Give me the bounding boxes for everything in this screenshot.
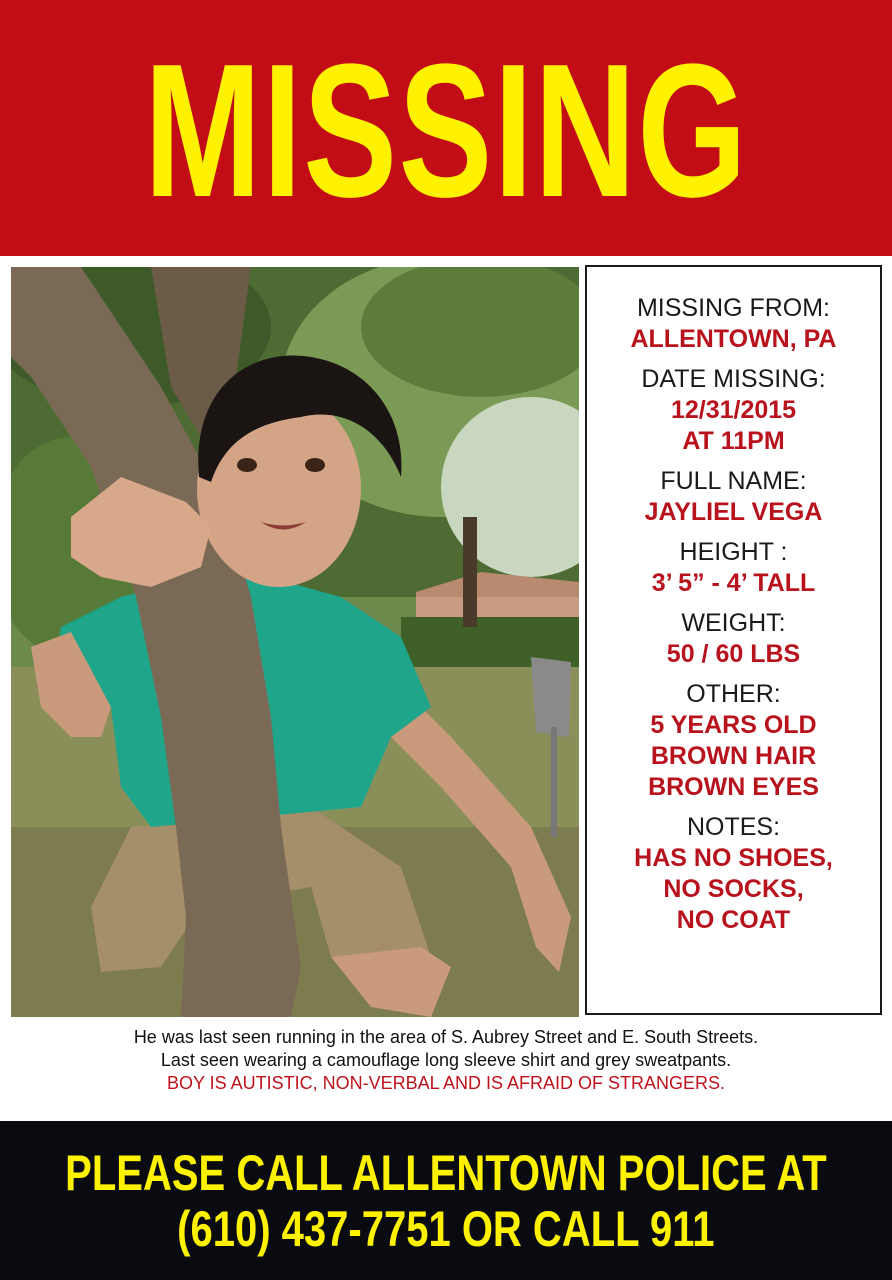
missing-from-value: ALLENTOWN, PA bbox=[630, 325, 837, 353]
height-label: HEIGHT : bbox=[679, 538, 788, 566]
other-label: OTHER: bbox=[686, 680, 781, 708]
footer-call-police: PLEASE CALL ALLENTOWN POLICE AT bbox=[65, 1144, 827, 1201]
notes-line: NO COAT bbox=[676, 906, 791, 934]
other-line: BROWN EYES bbox=[648, 773, 819, 801]
other-line: 5 YEARS OLD bbox=[650, 711, 817, 739]
notes-line: NO SOCKS, bbox=[663, 875, 804, 903]
header-banner bbox=[0, 0, 892, 256]
footer-banner bbox=[0, 1121, 892, 1280]
poster-title: MISSING bbox=[143, 25, 749, 237]
missing-from-label: MISSING FROM: bbox=[636, 294, 831, 322]
other-group bbox=[648, 679, 819, 803]
height-group bbox=[652, 537, 815, 599]
weight-group bbox=[667, 608, 800, 670]
notes-line: HAS NO SHOES, bbox=[634, 844, 833, 872]
full-name-group bbox=[645, 466, 823, 528]
date-missing-group bbox=[641, 364, 825, 457]
full-name-value: JAYLIEL VEGA bbox=[644, 498, 823, 526]
other-line: BROWN HAIR bbox=[650, 742, 817, 770]
caption-line-2: Last seen wearing a camouflage long sleeve shirt and grey sweatpants. bbox=[160, 1050, 732, 1070]
info-panel bbox=[585, 265, 882, 1015]
weight-label: WEIGHT: bbox=[681, 609, 786, 637]
caption-line-1: He was last seen running in the area of S. Aubrey Street and E. South Streets. bbox=[133, 1027, 759, 1047]
height-value: 3’ 5” - 4’ TALL bbox=[651, 569, 816, 597]
notes-group bbox=[634, 812, 833, 936]
full-name-label: FULL NAME: bbox=[660, 467, 807, 495]
date-missing-label: DATE MISSING: bbox=[641, 365, 826, 393]
child-photo bbox=[11, 267, 579, 1017]
date-missing-value: 12/31/2015 bbox=[670, 396, 797, 424]
weight-value: 50 / 60 LBS bbox=[666, 640, 801, 668]
footer-phone: (610) 437-7751 OR CALL 911 bbox=[177, 1200, 715, 1257]
caption-warning: BOY IS AUTISTIC, NON-VERBAL AND IS AFRAID OF STRANGERS. bbox=[166, 1073, 726, 1093]
date-missing-time: AT 11PM bbox=[682, 427, 785, 455]
last-seen-caption bbox=[0, 1026, 892, 1095]
notes-label: NOTES: bbox=[686, 813, 781, 841]
missing-from-group bbox=[630, 293, 836, 355]
